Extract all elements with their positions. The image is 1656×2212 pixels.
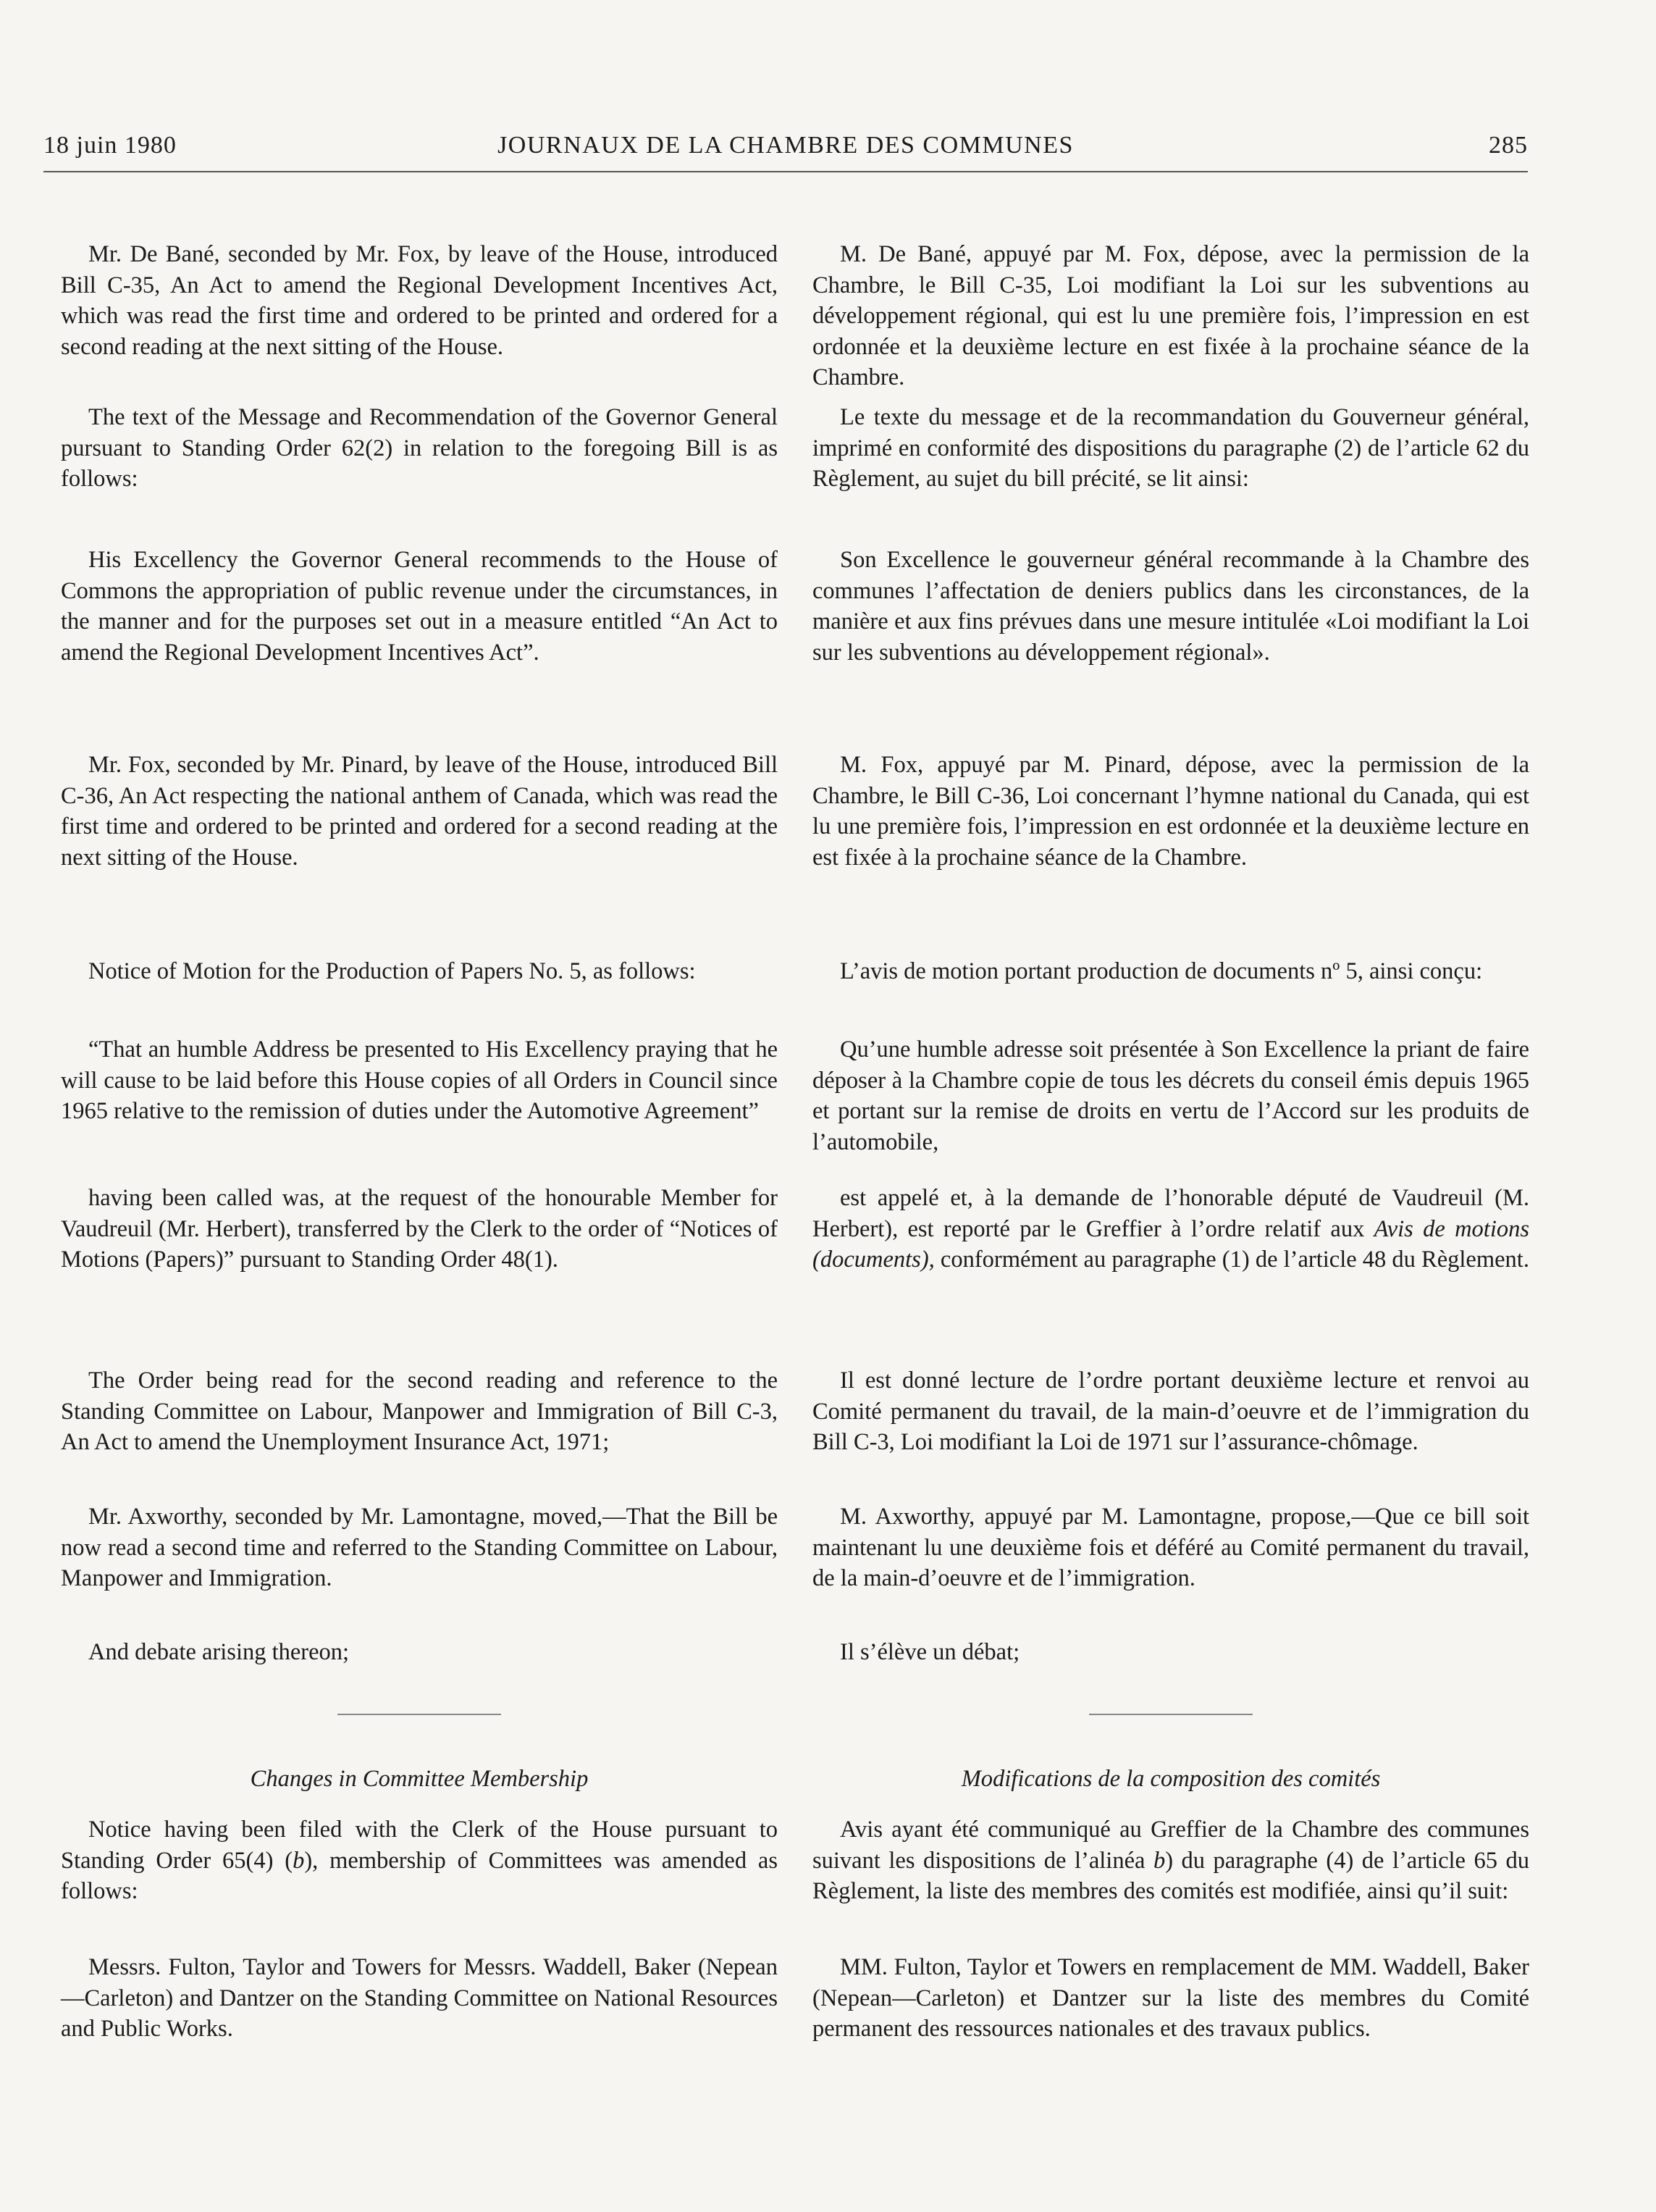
en-p11-text-a: Notice having been filed with the Clerk of the House pursuant to Standing Order 65(4) ( — [61, 1817, 778, 1874]
fr-p11-text-a: Avis ayant été communiqué au Greffier de la Chambre des communes suivant les dispositions de l’alinéa — [812, 1817, 1529, 1874]
header-title: JOURNAUX DE LA CHAMBRE DES COMMUNES — [497, 132, 1074, 159]
en-paragraph-12: Messrs. Fulton, Taylor and Towers for Messrs. Waddell, Baker (Nepean—Carleton) and Dantzer on the Standing Committee on National Resources and Public Works. — [61, 1954, 778, 2042]
fr-paragraph-7 — [812, 1183, 1529, 1275]
en-paragraph-2: The text of the Message and Recommendation of the Governor General pursuant to Standing Order 62(2) in relation to the foregoing Bill is as follows: — [61, 404, 778, 492]
fr-paragraph-12: MM. Fulton, Taylor et Towers en remplacement de MM. Waddell, Baker (Nepean—Carleton) et Dantzer sur la liste des membres du Comité permanent des ressources nationales et des travaux publics. — [812, 1954, 1529, 2042]
en-paragraph-1: Mr. De Bané, seconded by Mr. Fox, by leave of the House, introduced Bill C-35, An Act to amend the Regional Development Incentives Act, which was read the first time and ordered to be printed and ordered for a second reading at the next sitting of the House. — [61, 241, 778, 360]
fr-paragraph-11 — [812, 1814, 1529, 1907]
en-p11-text-c: ), membership of Committees was amended as follows: — [61, 1847, 778, 1904]
fr-p7-italic: Avis de motions (documents), — [812, 1215, 1529, 1273]
fr-p11-italic: b — [1153, 1847, 1166, 1874]
en-p11-italic: b — [293, 1847, 305, 1874]
fr-paragraph-4: M. Fox, appuyé par M. Pinard, dépose, avec la permission de la Chambre, le Bill C-36, Loi concernant l’hymne national du Canada, qui est lu une première fois, l’impression en est ordonnée et la deuxième lecture en est fixée à la prochaine séance de la Chambre. — [812, 752, 1529, 871]
fr-paragraph-9: M. Axworthy, appuyé par M. Lamontagne, propose,—Que ce bill soit maintenant lu une deuxième fois et déféré au Comité permanent du travail, de la main-d’oeuvre et de l’immigration. — [812, 1504, 1529, 1591]
header-rule — [43, 171, 1528, 172]
en-paragraph-10: And debate arising thereon; — [88, 1639, 350, 1665]
page-number: 285 — [1489, 132, 1528, 159]
en-paragraph-8: The Order being read for the second reading and reference to the Standing Committee on Labour, Manpower and Immigration of Bill C-3, An Act to amend the Unemployment Insurance Act, 1971; — [61, 1367, 778, 1455]
fr-paragraph-3: Son Excellence le gouverneur général recommande à la Chambre des communes l’affectation de deniers publics dans les circonstances, de la manière et aux fins prévues dans une mesure intitulée «Loi modifiant la Loi sur les subventions au développement régional». — [812, 547, 1529, 666]
en-paragraph-7: having been called was, at the request of the honourable Member for Vaudreuil (Mr. Herbert), transferred by the Clerk to the order of “Notices of Motions (Papers)” pursuant to Standing Order 48(1). — [61, 1185, 778, 1273]
header-date: 18 juin 1980 — [43, 132, 177, 159]
en-paragraph-3: His Excellency the Governor General recommends to the House of Commons the appropriation of public revenue under the circumstances, in the manner and for the purposes set out in a measure entitled “An Act to amend the Regional Development Incentives Act”. — [61, 547, 778, 666]
fr-section-heading: Modifications de la composition des comités — [961, 1766, 1381, 1792]
fr-separator — [812, 1714, 1529, 1715]
fr-paragraph-10: Il s’élève un débat; — [840, 1639, 1020, 1665]
fr-p11-text-c: ) du paragraphe (4) de l’article 65 du Règlement, la liste des membres des comités est modifiée, ainsi qu’il suit: — [812, 1847, 1529, 1904]
en-paragraph-6: “That an humble Address be presented to His Excellency praying that he will cause to be laid before this House copies of all Orders in Council since 1965 relative to the remission of duties under the Automotive Agreement” — [61, 1036, 778, 1124]
fr-paragraph-1: M. De Bané, appuyé par M. Fox, dépose, avec la permission de la Chambre, le Bill C-35, Loi modifiant la Loi sur les subventions au développement régional, qui est lu une première fois, l’impression en est ordonnée et la deuxième lecture en est fixée à la prochaine séance de la Chambre. — [812, 241, 1529, 390]
fr-paragraph-6: Qu’une humble adresse soit présentée à Son Excellence la priant de faire déposer à la Chambre copie de tous les décrets du conseil émis depuis 1965 et portant sur la remise de droits en vertu de l’Accord sur les produits de l’automobile, — [812, 1036, 1529, 1155]
fr-p7-text-a: est appelé et, à la demande de l’honorable député de Vaudreuil (M. Herbert), est reporté par le Greffier à l’ordre relatif aux — [812, 1185, 1529, 1242]
en-section-heading: Changes in Committee Membership — [250, 1766, 589, 1792]
en-paragraph-9: Mr. Axworthy, seconded by Mr. Lamontagne, moved,—That the Bill be now read a second time and referred to the Standing Committee on Labour, Manpower and Immigration. — [61, 1504, 778, 1591]
en-paragraph-11 — [61, 1814, 778, 1907]
fr-paragraph-8: Il est donné lecture de l’ordre portant deuxième lecture et renvoi au Comité permanent du travail, de la main-d’oeuvre et de l’immigration du Bill C-3, Loi modifiant la Loi de 1971 sur l’assurance-chômage. — [812, 1367, 1529, 1455]
en-separator — [61, 1714, 778, 1715]
fr-paragraph-5: L’avis de motion portant production de documents nº 5, ainsi conçu: — [840, 958, 1483, 984]
en-paragraph-4: Mr. Fox, seconded by Mr. Pinard, by leave of the House, introduced Bill C-36, An Act respecting the national anthem of Canada, which was read the first time and ordered to be printed and ordered for a second reading at the next sitting of the House. — [61, 752, 778, 871]
fr-paragraph-2: Le texte du message et de la recommandation du Gouverneur général, imprimé en conformité des dispositions du paragraphe (2) de l’article 62 du Règlement, au sujet du bill précité, se lit ainsi: — [812, 404, 1529, 492]
en-paragraph-5: Notice of Motion for the Production of Papers No. 5, as follows: — [88, 958, 696, 984]
fr-p7-text-c: conformément au paragraphe (1) de l’article 48 du Règlement. — [934, 1247, 1529, 1273]
